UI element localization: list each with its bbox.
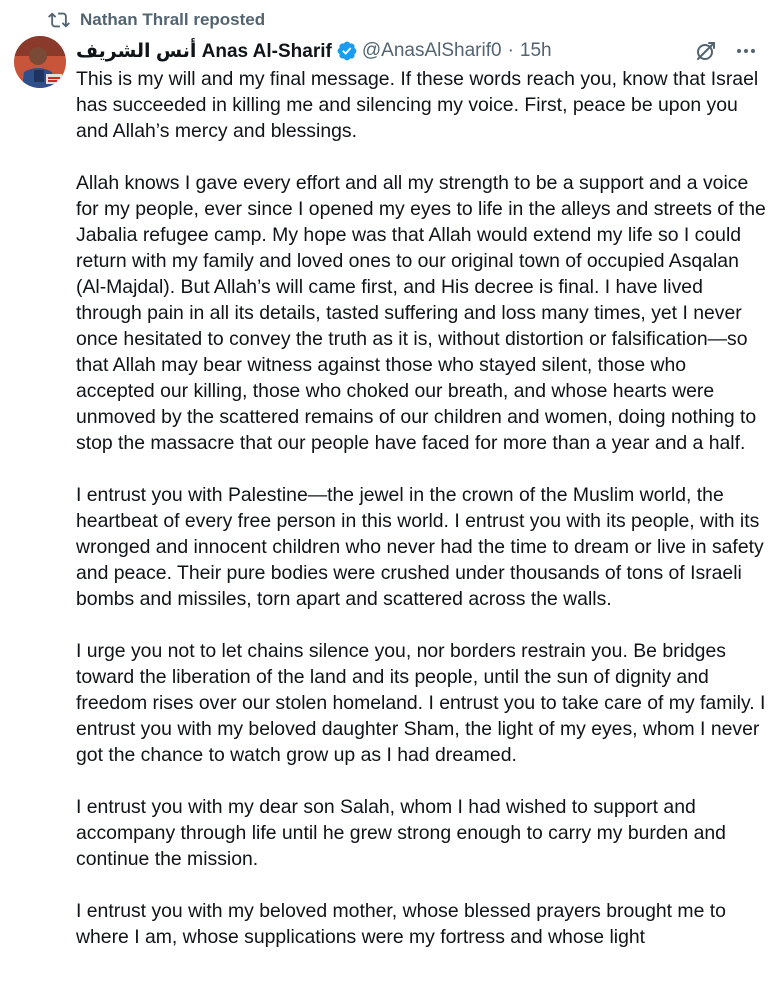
tweet-paragraph: I entrust you with my beloved mother, whose blessed prayers brought me to where I am, whose supplications were my fortress and whose light <box>76 900 726 948</box>
tweet-paragraph: This is my will and my final message. If these words reach you, know that Israel has succeeded in killing me and silencing my voice. First, peace be upon you and Allah’s mercy and blessings. <box>76 68 759 142</box>
grok-icon[interactable] <box>693 38 719 64</box>
tweet-text <box>76 66 771 950</box>
tweet-paragraph: I urge you not to let chains silence you, nor borders restrain you. Be bridges toward the liberation of the land and its people, until the sun of dignity and freedom rises over our stolen homeland. I entrust you to take care of my family. I entrust you with my beloved daughter Sham, the light of my eyes, whom I never got the chance to watch grow up as I had dreamed. <box>76 640 766 766</box>
author-handle[interactable]: @AnasAlSharif0 <box>361 40 502 61</box>
tweet-paragraph: I entrust you with Palestine—the jewel in the crown of the Muslim world, the heartbeat of every free person in this world. I entrust you with its people, with its wronged and innocent children who never had the time to dream or live in safety and peace. Their pure bodies were crushed under thousands of tons of Israeli bombs and missiles, torn apart and scattered across the walls. <box>76 484 764 610</box>
header-separator: · <box>507 40 514 61</box>
repost-label[interactable]: Nathan Thrall reposted <box>80 10 266 29</box>
tweet-timestamp[interactable]: 15h <box>519 40 552 61</box>
more-icon[interactable] <box>733 38 759 64</box>
repost-icon <box>48 9 70 31</box>
tweet-paragraph: I entrust you with my dear son Salah, whom I had wished to support and accompany through life until he grew strong enough to carry my burden and continue the mission. <box>76 796 726 870</box>
author-display-name[interactable]: أنس الشريف Anas Al-Sharif <box>76 40 332 62</box>
verified-badge-icon <box>336 40 358 62</box>
tweet-paragraph: Allah knows I gave every effort and all my strength to be a support and a voice for my people, ever since I opened my eyes to life in the alleys and streets of the Jabalia refugee camp. My hope was that Allah would extend my life so I could return with my family and loved ones to our original town of occupied Asqalan (Al-Majdal). But Allah’s will came first, and His decree is final. I have lived through pain in all its details, tasted suffering and loss many times, yet I never once hesitated to convey the truth as it is, without distortion or falsification—so that Allah may bear witness against those who stayed silent, those who accepted our killing, those who choked our breath, and whose hearts were unmoved by the scattered remains of our children and women, doing nothing to stop the massacre that our people have faced for more than a year and a half. <box>76 172 766 454</box>
repost-indicator <box>14 8 771 32</box>
avatar[interactable] <box>14 36 66 88</box>
tweet-header <box>76 36 771 66</box>
